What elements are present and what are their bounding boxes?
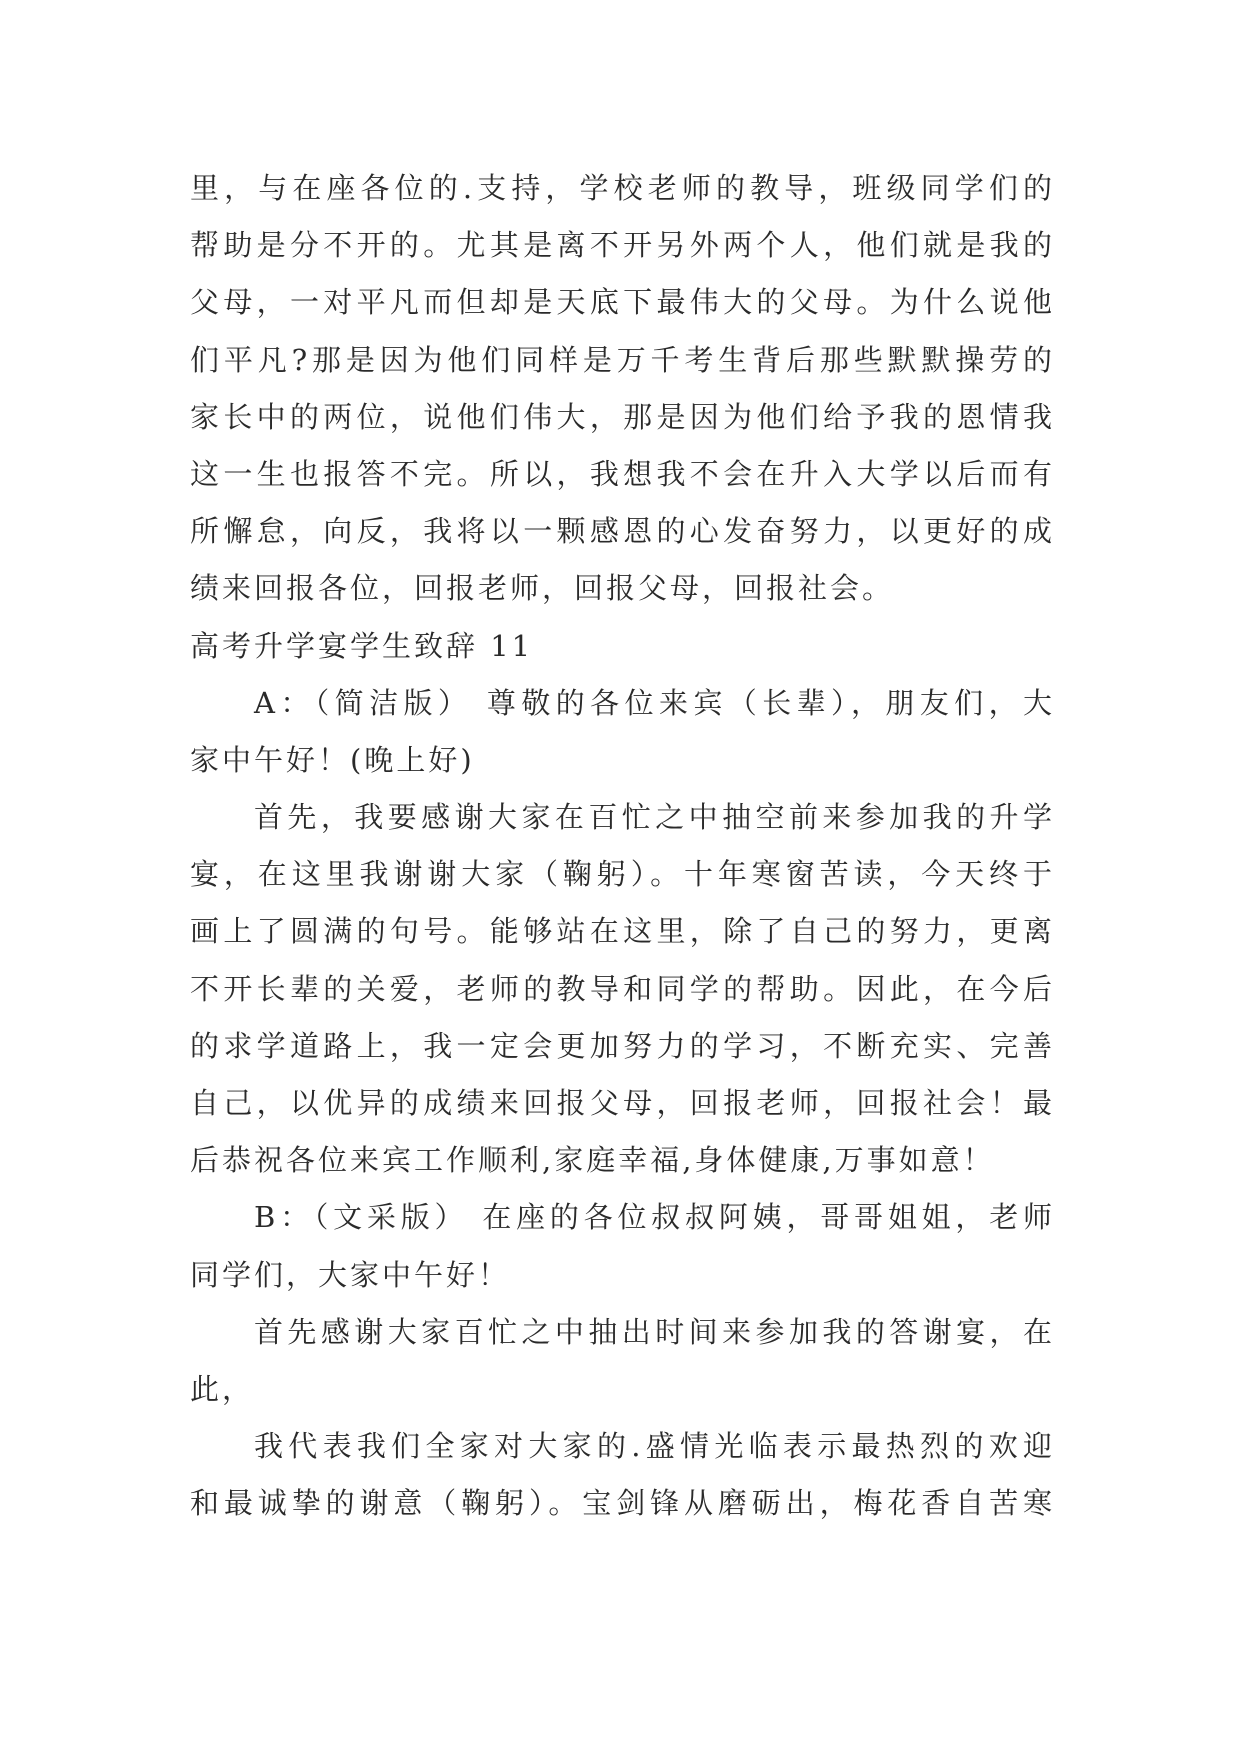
text-line: 这一生也报答不完。所以，我想我不会在升入大学以后而有 xyxy=(190,456,1055,491)
text-line: A：（简洁版） 尊敬的各位来宾（长辈），朋友们，大 xyxy=(254,685,1055,720)
paragraph-a-body xyxy=(190,789,1055,1189)
text-line: 宴，在这里我谢谢大家（鞠躬）。十年寒窗苦读，今天终于 xyxy=(190,857,1055,892)
text-line: 首先感谢大家百忙之中抽出时间来参加我的答谢宴，在 xyxy=(254,1314,1055,1349)
paragraph-b-thanks xyxy=(190,1304,1055,1418)
text-line: 所懈怠，向反，我将以一颗感恩的心发奋努力，以更好的成 xyxy=(190,514,1055,549)
text-line: 画上了圆满的句号。能够站在这里，除了自己的努力，更离 xyxy=(190,914,1055,949)
text-line: 自己，以优异的成绩来回报父母，回报老师，回报社会！最 xyxy=(190,1086,1055,1120)
document-body xyxy=(190,160,1055,1533)
text-line: 们平凡?那是因为他们同样是万千考生背后那些默默操劳的 xyxy=(190,342,1055,377)
text-line: 家长中的两位，说他们伟大，那是因为他们给予我的恩情我 xyxy=(190,399,1055,434)
text-line: 父母，一对平凡而但却是天底下最伟大的父母。为什么说他 xyxy=(190,285,1055,320)
text-line: 此， xyxy=(190,1371,255,1406)
text-line: 同学们，大家中午好！ xyxy=(190,1257,511,1292)
text-line: 我代表我们全家对大家的.盛情光临表示最热烈的欢迎 xyxy=(254,1429,1055,1464)
text-line: B：（文采版） 在座的各位叔叔阿姨，哥哥姐姐，老师 xyxy=(254,1200,1055,1235)
text-line: 后恭祝各位来宾工作顺利,家庭幸福,身体健康,万事如意！ xyxy=(190,1143,995,1178)
text-line: 和最诚挚的谢意（鞠躬）。宝剑锋从磨砺出，梅花香自苦寒 xyxy=(190,1486,1055,1521)
text-line: 绩来回报各位，回报老师，回报父母，回报社会。 xyxy=(190,571,895,606)
text-line: 首先，我要感谢大家在百忙之中抽空前来参加我的升学 xyxy=(254,800,1055,835)
text-line: 里，与在座各位的.支持，学校老师的教导，班级同学们的 xyxy=(190,171,1055,205)
section-heading: 高考升学宴学生致辞 11 xyxy=(190,628,534,663)
paragraph-b-opening xyxy=(190,1189,1055,1303)
text-line: 不开长辈的关爱，老师的教导和同学的帮助。因此，在今后 xyxy=(190,971,1055,1006)
text-line: 的求学道路上，我一定会更加努力的学习，不断充实、完善 xyxy=(190,1028,1055,1063)
continuation-paragraph xyxy=(190,160,1055,618)
paragraph-b-body xyxy=(190,1418,1055,1532)
text-line: 家中午好！(晚上好) xyxy=(190,742,475,777)
paragraph-a-opening xyxy=(190,675,1055,789)
text-line: 帮助是分不开的。尤其是离不开另外两个人，他们就是我的 xyxy=(190,228,1055,263)
